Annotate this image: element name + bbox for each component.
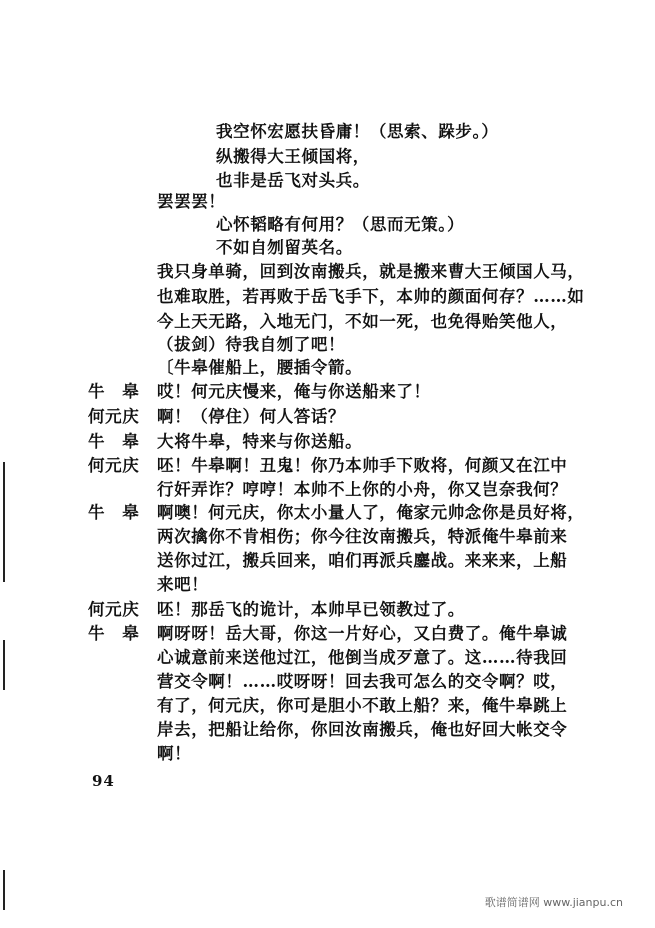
scan-edge-mark (3, 462, 5, 582)
prose-line: （拔剑）待我自刎了吧！ (157, 335, 346, 354)
dialogue-line: 呸！那岳飞的诡计，本帅早已领教过了。 (157, 600, 465, 619)
sigh-line: 罢罢罢！ (157, 192, 226, 211)
prose-line: 我只身单骑，回到汝南搬兵，就是搬来曹大王倾国人马， (157, 262, 585, 281)
stage-direction: 〔牛皋催船上，腰插令箭。 (157, 358, 363, 377)
verse-line: 我空怀宏愿扶昏庸！（思索、跺步。） (216, 122, 499, 141)
dialogue-line: 啊呀呀！岳大哥，你这一片好心，又白费了。俺牛皋诚 (157, 624, 568, 643)
prose-line: 今上天无路，入地无门，不如一死，也免得贻笑他人， (157, 312, 568, 331)
dialogue-line: 呸！牛皋啊！丑鬼！你乃本帅手下败将，何颜又在江中 (157, 456, 568, 475)
speaker-name: 何元庆 (88, 456, 140, 475)
speaker-name: 何元庆 (88, 600, 140, 619)
dialogue-line: 啊！（停住）何人答话？ (157, 407, 346, 426)
dialogue-line: 来吧！ (157, 575, 209, 594)
scan-edge-mark (3, 640, 5, 690)
verse-line: 也非是岳飞对头兵。 (216, 171, 370, 190)
dialogue-line: 两次擒你不肯相伤；你今往汝南搬兵，特派俺牛皋前来 (157, 527, 568, 546)
speaker-name: 牛 皋 (88, 432, 140, 451)
speaker-name: 何元庆 (88, 407, 140, 426)
scan-edge-mark (3, 870, 5, 910)
dialogue-line: 哎！何元庆慢来，俺与你送船来了！ (157, 382, 431, 401)
dialogue-line: 营交令啊！……哎呀呀！回去我可怎么的交令啊？哎， (157, 672, 568, 691)
speaker-name: 牛 皋 (88, 624, 140, 643)
dialogue-line: 心诚意前来送他过江，他倒当成歹意了。这……待我回 (157, 648, 568, 667)
dialogue-line: 行奸弄诈？哼哼！本帅不上你的小舟，你又岂奈我何？ (157, 480, 568, 499)
dialogue-line: 岸去，把船让给你，你回汝南搬兵，俺也好回大帐交令 (157, 720, 568, 739)
dialogue-line: 啊噢！何元庆，你太小量人了，俺家元帅念你是员好将， (157, 503, 585, 522)
dialogue-line: 有了，何元庆，你可是胆小不敢上船？来，俺牛皋跳上 (157, 696, 568, 715)
dialogue-line: 啊！ (157, 744, 192, 763)
page-number: 94 (92, 772, 115, 790)
dialogue-line: 大将牛皋，特来与你送船。 (157, 432, 363, 451)
watermark: 歌谱简谱网 www.jianpu.cn (484, 896, 623, 909)
speaker-name: 牛 皋 (88, 382, 140, 401)
speaker-name: 牛 皋 (88, 503, 140, 522)
dialogue-line: 送你过江，搬兵回来，咱们再派兵鏖战。来来来，上船 (157, 551, 568, 570)
verse-line: 不如自刎留英名。 (216, 238, 353, 257)
verse-line: 纵搬得大王倾国将， (216, 147, 370, 166)
prose-line: 也难取胜，若再败于岳飞手下，本帅的颜面何存？……如 (157, 287, 585, 306)
verse-line: 心怀韬略有何用？（思而无策。） (216, 215, 465, 234)
